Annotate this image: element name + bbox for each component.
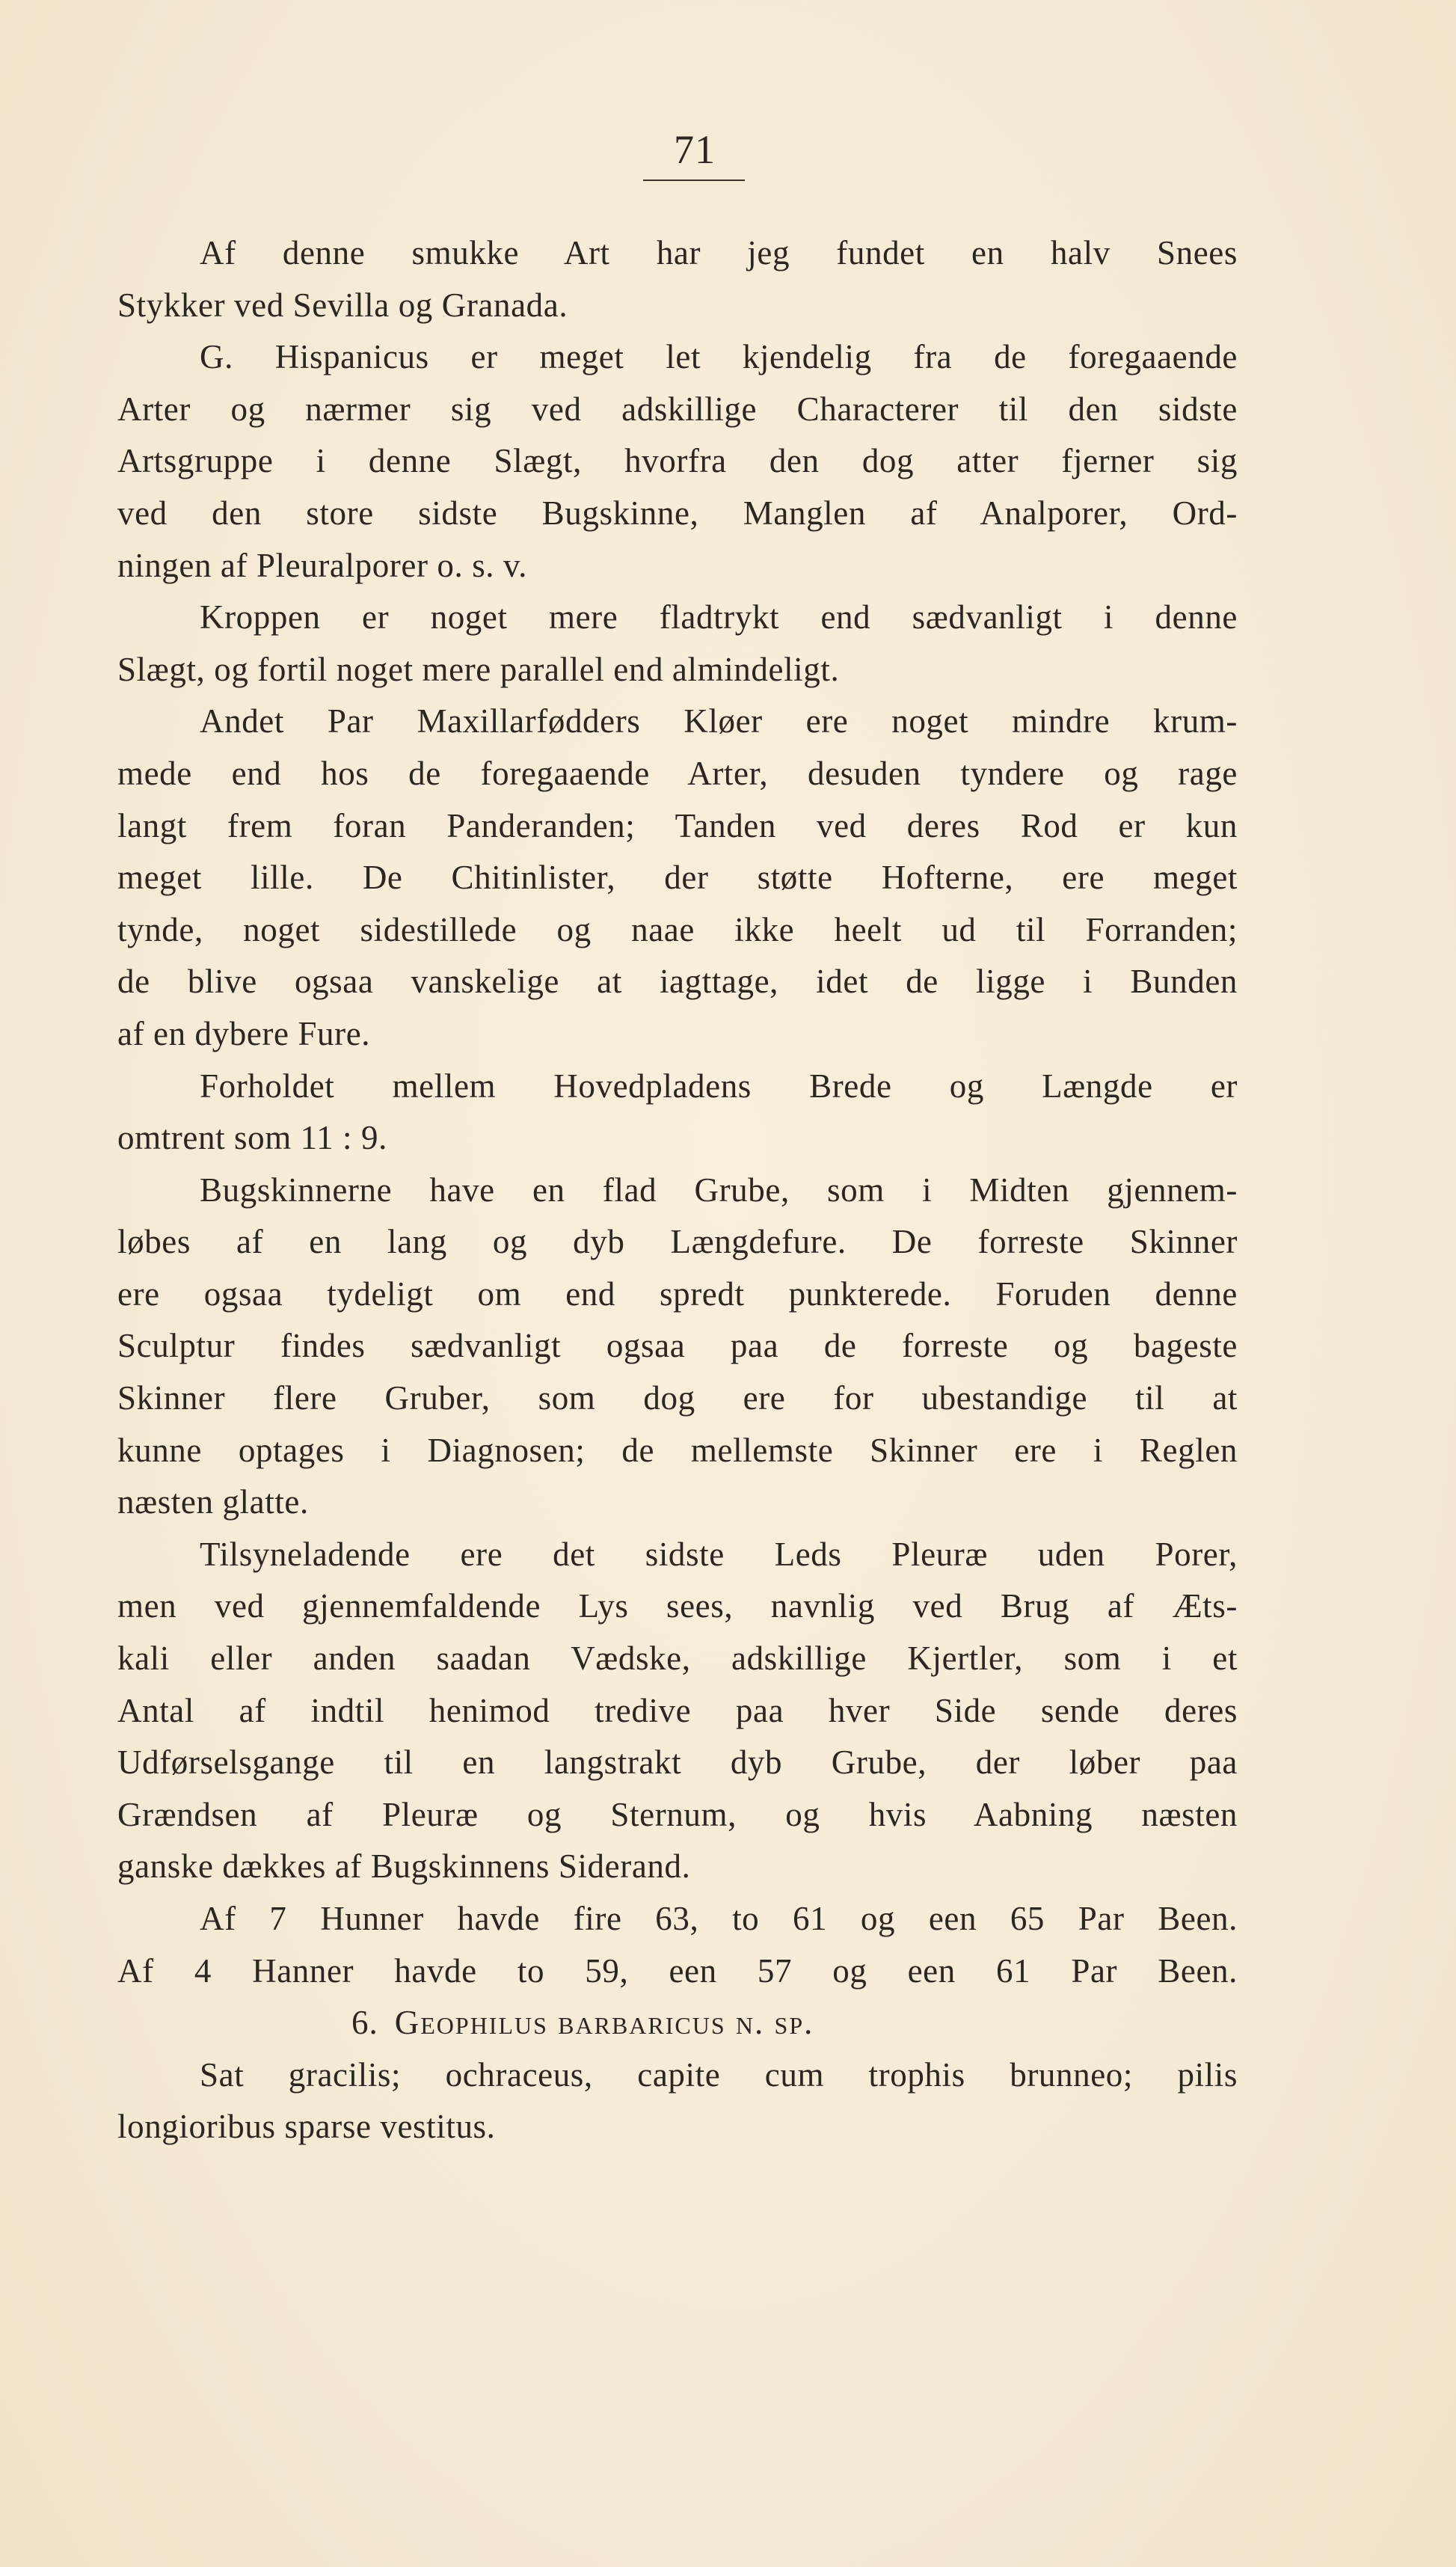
text-line: Bugskinnerne have en flad Grube, som i Midten gjennem- — [200, 1171, 1238, 1209]
species-number: 6. — [351, 2004, 378, 2042]
text-line: Kroppen er noget mere fladtrykt end sædvanligt i denne — [200, 598, 1238, 637]
text-line: Slægt, og fortil noget mere parallel end almindeligt. — [117, 650, 840, 688]
text-line: kali eller anden saadan Vædske, adskillige Kjertler, som i et — [117, 1640, 1238, 1678]
text-line: meget lille. De Chitinlister, der støtte Hofterne, ere meget — [117, 859, 1238, 897]
text-line: Artsgruppe i denne Slægt, hvorfra den dog atter fjerner sig — [117, 442, 1238, 480]
text-line: Tilsyneladende ere det sidste Leds Pleuræ uden Porer, — [200, 1535, 1238, 1573]
text-line: Stykker ved Sevilla og Granada. — [117, 286, 568, 324]
text-line: ere ogsaa tydeligt om end spredt punkterede. Foruden denne — [117, 1275, 1238, 1313]
text-line: Sculptur findes sædvanligt ogsaa paa de forreste og bageste — [117, 1327, 1238, 1365]
text-line: ved den store sidste Bugskinne, Manglen af Analporer, Ord- — [117, 494, 1238, 532]
text-line: men ved gjennemfaldende Lys sees, navnlig ved Brug af Æts- — [117, 1587, 1238, 1625]
species-diagnosis — [117, 2049, 1238, 2153]
text-line: Af 4 Hanner havde to 59, een 57 og een 61 Par Been. — [117, 1951, 1238, 1990]
text-line: langt frem foran Panderanden; Tanden ved deres Rod er kun — [117, 806, 1238, 844]
text-line: omtrent som 11 : 9. — [117, 1119, 387, 1157]
text-line: G. Hispanicus er meget let kjendelig fra de foregaaende — [200, 338, 1238, 376]
text-line: ningen af Pleuralporer o. s. v. — [117, 546, 528, 584]
text-line: kunne optages i Diagnosen; de mellemste Skinner ere i Reglen — [117, 1431, 1238, 1469]
text-line: Grændsen af Pleuræ og Sternum, og hvis Aabning næsten — [117, 1795, 1238, 1833]
diagnosis-line: Sat gracilis; ochraceus, capite cum trophis brunneo; pilis — [200, 2055, 1238, 2094]
text-line: Antal af indtil henimod tredive paa hver Side sende deres — [117, 1691, 1238, 1729]
text-line: tynde, noget sidestillede og naae ikke heelt ud til Forranden; — [117, 910, 1238, 948]
text-line: af en dybere Fure. — [117, 1014, 371, 1052]
text-line: mede end hos de foregaaende Arter, desuden tyndere og rage — [117, 754, 1238, 792]
text-line: Af 7 Hunner havde fire 63, to 61 og een 65 Par Been. — [200, 1900, 1238, 1937]
body-text — [117, 227, 1238, 2153]
text-line: næsten glatte. — [117, 1483, 309, 1521]
text-line: Skinner flere Gruber, som dog ere for ubestandige til at — [117, 1379, 1238, 1417]
text-line: de blive ogsaa vanskelige at iagttage, idet de ligge i Bunden — [117, 963, 1238, 1001]
text-line: løbes af en lang og dyb Længdefure. De forreste Skinner — [117, 1223, 1238, 1261]
text-line: Andet Par Maxillarfødders Kløer ere noget mindre krum- — [200, 702, 1238, 740]
text-line: Forholdet mellem Hovedpladens Brede og Længde er — [200, 1067, 1238, 1105]
text-line: ganske dækkes af Bugskinnens Siderand. — [117, 1847, 691, 1886]
species-title: Geophilus barbaricus n. sp. — [394, 2004, 814, 2042]
body-paragraphs — [117, 227, 1238, 1997]
species-heading — [117, 1997, 1238, 2049]
page-number-rule — [643, 180, 745, 181]
page-number: 71 — [674, 127, 716, 172]
diagnosis-line: longioribus sparse vestitus. — [117, 2108, 496, 2146]
text-line: Af denne smukke Art har jeg fundet en halv Snees — [200, 234, 1238, 272]
text-line: Arter og nærmer sig ved adskillige Characterer til den sidste — [117, 390, 1238, 428]
text-line: Udførselsgange til en langstrakt dyb Grube, der løber paa — [117, 1743, 1238, 1782]
